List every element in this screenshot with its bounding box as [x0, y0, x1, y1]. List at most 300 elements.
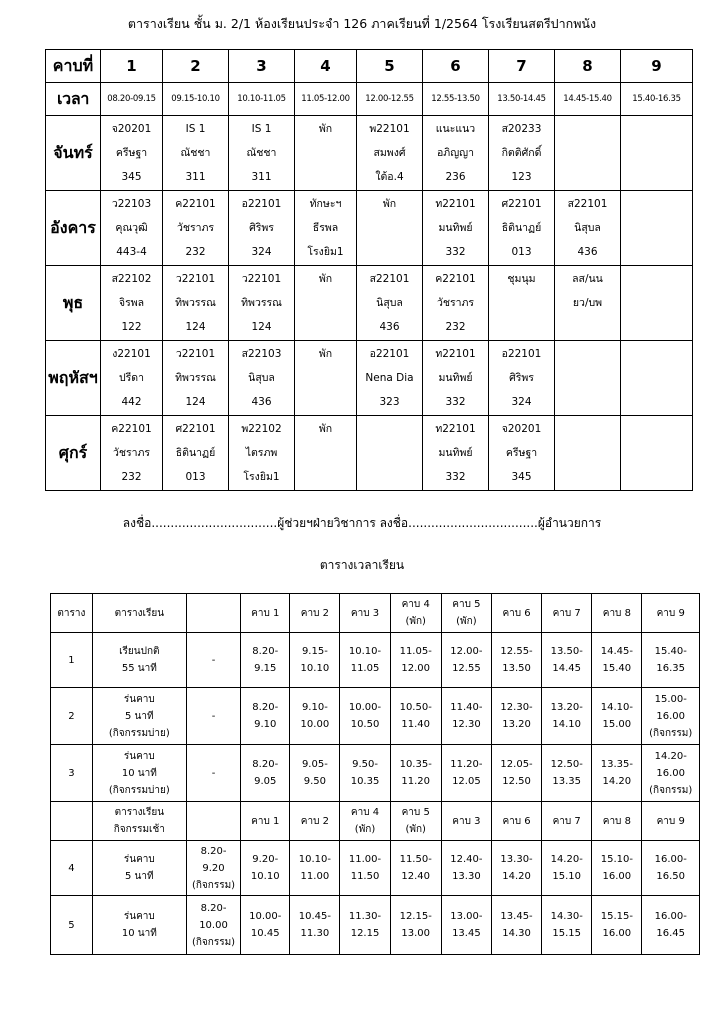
- cell-line: วัชราภร: [436, 297, 475, 309]
- cell-line: 13.35: [552, 776, 582, 787]
- cell-line: 13.00-: [450, 911, 483, 922]
- cell-line: [621, 465, 692, 489]
- schedule-cell: [163, 341, 229, 416]
- cell-line: ทิพวรรณ: [175, 372, 216, 384]
- cell-line: โรงยิม1: [243, 471, 280, 483]
- cell-line: 15.10: [552, 871, 582, 882]
- period-number: 7: [489, 50, 555, 83]
- time-cell: [592, 688, 642, 745]
- cell-line: 9.20: [202, 862, 225, 874]
- cell-line: [621, 240, 692, 264]
- cell-line: [295, 441, 356, 465]
- schedule-cell-content: [489, 342, 554, 414]
- day-name: พฤหัสฯ: [46, 341, 101, 416]
- cell-line: คาบ 1: [251, 815, 280, 827]
- cell-line: ทิพวรรณ: [241, 297, 282, 309]
- schedule-cell-content: [555, 417, 620, 489]
- time-cell: [642, 745, 700, 802]
- cell-line: 12.55: [452, 663, 481, 674]
- cell-line: 16.00: [656, 710, 686, 722]
- cell-line: 13.30-: [500, 854, 533, 865]
- cell-line: 436: [251, 396, 272, 408]
- cell-line: [555, 117, 620, 141]
- cell-line: 124: [185, 396, 206, 408]
- cell-line: ครีษฐา: [115, 147, 148, 159]
- schedule-cell: [229, 116, 295, 191]
- cell-line: [295, 465, 356, 489]
- schedule-cell: [101, 416, 163, 491]
- cell-line: ส20233: [501, 123, 542, 135]
- cell-line: ทิพวรรณ: [175, 297, 216, 309]
- cell-line: (กิจกรรม): [649, 727, 693, 739]
- time-cell: [340, 896, 390, 955]
- cell-line: 11.05-: [399, 646, 432, 657]
- cell-line: 332: [445, 471, 466, 483]
- cell-line: 10.00: [300, 719, 330, 730]
- cell-line: คุณวุฒิ: [115, 222, 148, 234]
- cell-line: ค22101: [111, 423, 152, 435]
- schedule-cell-content: [229, 342, 294, 414]
- cell-line: 14.20: [502, 871, 531, 882]
- cell-line: 14.20-: [550, 854, 583, 865]
- row-label: [92, 896, 186, 955]
- cell-line: กิจกรรมเช้า: [113, 824, 165, 835]
- cell-line: [357, 465, 422, 489]
- cell-line: [621, 441, 692, 465]
- schedule-cell: [295, 416, 357, 491]
- cell-line: 5 นาที: [125, 710, 154, 722]
- cell-line: ง22101: [112, 348, 151, 360]
- schedule-cell: [621, 191, 693, 266]
- cell-line: คาบ 9: [656, 607, 685, 619]
- timetable-header-cell: [241, 594, 290, 633]
- cell-line: นิสุบล: [376, 297, 403, 309]
- cell-line: ส22101: [567, 198, 608, 210]
- schedule-cell-content: [163, 417, 228, 489]
- cell-line: ส22103: [241, 348, 282, 360]
- cell-line: 15.40: [602, 663, 632, 674]
- cell-line: IS 1: [185, 123, 206, 135]
- cell-line: 15.00: [602, 719, 632, 730]
- schedule-cell-content: [621, 117, 692, 189]
- time-cell: [290, 841, 340, 896]
- schedule-cell-content: [101, 417, 162, 489]
- cell-line: 14.20-: [654, 750, 687, 762]
- time-cell: [592, 745, 642, 802]
- cell-line: [621, 390, 692, 414]
- cell-line: 15.15-: [600, 911, 633, 922]
- cell-line: [357, 417, 422, 441]
- cell-line: 12.05: [452, 776, 481, 787]
- cell-line: พัก: [382, 198, 397, 210]
- cell-line: [555, 315, 620, 339]
- cell-line: 13.35-: [600, 759, 633, 770]
- cell-line: ยว/บพ: [572, 297, 603, 309]
- cell-line: 9.50: [303, 776, 326, 787]
- time-cell: [390, 688, 441, 745]
- schedule-cell: [423, 266, 489, 341]
- cell-line: 11.20-: [450, 759, 483, 770]
- cell-line: แนะแนว: [435, 123, 476, 135]
- schedule-cell-content: [229, 192, 294, 264]
- timetable-header-cell: [542, 802, 592, 841]
- cell-line: 16.50: [656, 871, 686, 882]
- timetable-title: ตารางเวลาเรียน: [319, 558, 405, 572]
- cell-line: ลส/นน: [572, 273, 603, 285]
- cell-line: 10 นาที: [121, 767, 157, 779]
- cell-line: 9.50-: [352, 759, 378, 770]
- day-name: ศุกร์: [46, 416, 101, 491]
- schedule-cell: [101, 116, 163, 191]
- cell-line: 124: [251, 321, 272, 333]
- cell-line: ร่นคาบ: [123, 854, 155, 865]
- cell-line: พ22101: [369, 123, 410, 135]
- time-cell: [290, 633, 340, 688]
- time-cell: [441, 633, 491, 688]
- cell-line: [555, 417, 620, 441]
- cell-line: ณัชชา: [246, 147, 277, 159]
- day-row: [46, 416, 693, 491]
- cell-line: 124: [185, 321, 206, 333]
- schedule-cell-content: [357, 267, 422, 339]
- cell-line: 443-4: [116, 246, 147, 258]
- schedule-cell-content: [423, 417, 488, 489]
- cell-line: 12.00-: [450, 646, 483, 657]
- cell-line: IS 1: [251, 123, 272, 135]
- cell-line: [621, 141, 692, 165]
- time-cell: [441, 745, 491, 802]
- cell-line: 442: [121, 396, 142, 408]
- cell-line: [295, 366, 356, 390]
- cell-line: [295, 291, 356, 315]
- cell-line: 9.05-: [301, 759, 328, 770]
- cell-line: ว22101: [175, 348, 216, 360]
- row-number: 2: [51, 688, 93, 745]
- cell-line: ค22101: [175, 198, 216, 210]
- period-number: 5: [357, 50, 423, 83]
- period-number: 3: [229, 50, 295, 83]
- cell-line: [295, 165, 356, 189]
- cell-line: คาบ 8: [602, 607, 631, 619]
- cell-line: 10.45: [250, 928, 280, 939]
- cell-line: [555, 366, 620, 390]
- timetable-row: [51, 688, 700, 745]
- cell-line: พ22102: [241, 423, 282, 435]
- schedule-cell: [555, 266, 621, 341]
- cell-line: -: [211, 767, 216, 779]
- time-cell: [542, 745, 592, 802]
- cell-line: คาบ 5: [452, 599, 481, 610]
- cell-line: 11.00: [300, 871, 330, 882]
- time-cell: [441, 688, 491, 745]
- cell-line: คาบ 4: [401, 599, 430, 610]
- cell-line: 8.20-: [252, 646, 279, 657]
- timetable-header-cell: [592, 802, 642, 841]
- cell-line: 11.30-: [348, 911, 382, 922]
- cell-line: [555, 342, 620, 366]
- cell-line: (พัก): [354, 824, 376, 835]
- row-number: 5: [51, 896, 93, 955]
- cell-line: [621, 342, 692, 366]
- cell-line: 11.50-: [399, 854, 432, 865]
- schedule-cell: [163, 116, 229, 191]
- period-time: 15.40-16.35: [621, 83, 693, 116]
- cell-line: 16.00: [602, 871, 632, 882]
- row-number: 1: [51, 633, 93, 688]
- cell-line: คาบ 6: [502, 815, 531, 827]
- schedule-cell: [555, 116, 621, 191]
- schedule-cell-content: [489, 417, 554, 489]
- cell-line: ศิริพร: [249, 222, 274, 234]
- schedule-cell: [295, 116, 357, 191]
- timetable-row: [51, 745, 700, 802]
- cell-line: [621, 366, 692, 390]
- period-number: 8: [555, 50, 621, 83]
- cell-line: [357, 240, 422, 264]
- schedule-cell-content: [555, 117, 620, 189]
- cell-line: 16.45: [656, 928, 686, 939]
- cell-line: 10.00: [199, 919, 228, 931]
- timetable-header-cell: [340, 802, 390, 841]
- cell-line: -: [211, 654, 216, 666]
- schedule-cell-content: [423, 117, 488, 189]
- time-cell: [290, 896, 340, 955]
- schedule-cell-content: [555, 267, 620, 339]
- cell-line: 10.00-: [249, 911, 282, 922]
- period-header-row: [46, 50, 693, 83]
- schedule-cell-content: [101, 267, 162, 339]
- cell-line: ศ22101: [501, 198, 542, 210]
- schedule-cell: [295, 191, 357, 266]
- cell-line: [295, 141, 356, 165]
- cell-line: คาบ 8: [602, 815, 631, 827]
- schedule-cell-content: [555, 192, 620, 264]
- time-cell: [241, 745, 290, 802]
- cell-line: 16.00: [602, 928, 632, 939]
- time-cell: [491, 688, 541, 745]
- time-cell: [241, 841, 290, 896]
- time-cell: [542, 688, 592, 745]
- cell-line: ท22101: [435, 423, 476, 435]
- period-time: 12.55-13.50: [423, 83, 489, 116]
- time-cell: [642, 633, 700, 688]
- schedule-cell-content: [357, 417, 422, 489]
- cell-line: 9.15-: [301, 646, 328, 657]
- cell-line: 232: [121, 471, 142, 483]
- cell-line: คาบ 4: [350, 807, 380, 818]
- schedule-cell-content: [101, 117, 162, 189]
- cell-line: 9.20-: [252, 854, 279, 865]
- schedule-cell-content: [229, 117, 294, 189]
- schedule-cell-content: [621, 192, 692, 264]
- cell-line: 332: [445, 246, 466, 258]
- cell-line: 324: [251, 246, 272, 258]
- schedule-cell: [489, 266, 555, 341]
- time-cell: [642, 688, 700, 745]
- blank-cell: [51, 802, 93, 841]
- cell-line: 15.00-: [654, 693, 687, 705]
- schedule-cell-content: [295, 192, 356, 264]
- cell-line: 10.35-: [399, 759, 432, 770]
- cell-line: พัก: [318, 273, 333, 285]
- timetable-header-cell: [241, 802, 290, 841]
- schedule-cell: [229, 266, 295, 341]
- schedule-cell: [229, 416, 295, 491]
- cell-line: ส22101: [369, 273, 410, 285]
- cell-line: -: [211, 710, 216, 722]
- cell-line: 13.20: [502, 719, 531, 730]
- timetable-header-cell: [186, 802, 240, 841]
- cell-line: 10.00-: [348, 702, 382, 713]
- timetable-header-cell: [642, 594, 700, 633]
- row-label: [92, 841, 186, 896]
- schedule-cell-content: [163, 192, 228, 264]
- cell-line: 236: [445, 171, 466, 183]
- cell-line: [357, 441, 422, 465]
- cell-line: ปรีดา: [118, 372, 145, 384]
- cell-line: มนทิพย์: [438, 447, 473, 459]
- cell-line: อภิญญา: [436, 147, 475, 159]
- cell-line: ว22101: [175, 273, 216, 285]
- time-cell: [390, 745, 441, 802]
- cell-line: 8.20-: [200, 902, 227, 914]
- cell-line: คาบ 5: [401, 807, 430, 818]
- cell-line: 324: [511, 396, 532, 408]
- schedule-cell-content: [489, 267, 554, 339]
- cell-line: 16.00-: [654, 911, 687, 922]
- cell-line: 013: [185, 471, 206, 483]
- time-cell: [642, 896, 700, 955]
- time-cell: [241, 896, 290, 955]
- cell-line: 323: [379, 396, 400, 408]
- timetable-header-cell: [92, 802, 186, 841]
- cell-line: 11.40: [401, 719, 431, 730]
- row-label: [92, 688, 186, 745]
- row-extra: [186, 745, 240, 802]
- cell-line: 10.50-: [399, 702, 432, 713]
- cell-line: ส22102: [111, 273, 152, 285]
- time-cell: [441, 841, 491, 896]
- cell-line: 8.20-: [252, 759, 279, 770]
- period-time: 09.15-10.10: [163, 83, 229, 116]
- time-cell: [340, 841, 390, 896]
- schedule-cell-content: [555, 342, 620, 414]
- period-time: 12.00-12.55: [357, 83, 423, 116]
- schedule-cell: [555, 341, 621, 416]
- page-title: ตารางเรียน ชั้น ม. 2/1 ห้องเรียนประจำ 126 ภาคเรียนที่ 1/2564 โรงเรียนสตรีปากพนัง: [127, 16, 597, 31]
- cell-line: 436: [379, 321, 400, 333]
- time-cell: [542, 841, 592, 896]
- cell-line: 11.05: [350, 663, 380, 674]
- cell-line: (พัก): [456, 616, 477, 627]
- cell-line: 10.10: [300, 663, 330, 674]
- schedule-cell-content: [621, 342, 692, 414]
- time-cell: [340, 688, 390, 745]
- cell-line: 10.45-: [298, 911, 331, 922]
- period-number: 4: [295, 50, 357, 83]
- cell-line: คาบ 6: [502, 607, 531, 619]
- timetable-header-cell: [186, 594, 240, 633]
- time-cell: [241, 633, 290, 688]
- schedule-cell-content: [229, 267, 294, 339]
- schedule-cell: [423, 116, 489, 191]
- schedule-cell-content: [423, 342, 488, 414]
- cell-line: 14.20: [602, 776, 632, 787]
- schedule-cell: [621, 341, 693, 416]
- schedule-cell: [163, 266, 229, 341]
- cell-line: พัก: [318, 348, 333, 360]
- schedule-cell: [357, 191, 423, 266]
- cell-line: 8.20-: [200, 845, 227, 857]
- day-row: [46, 191, 693, 266]
- cell-line: 10.35: [350, 776, 380, 787]
- cell-line: 13.00: [401, 928, 431, 939]
- time-cell: [290, 745, 340, 802]
- time-cell: [390, 841, 441, 896]
- cell-line: 14.10-: [600, 702, 633, 713]
- cell-line: จิรพล: [118, 297, 145, 309]
- cell-line: 15.40-: [654, 646, 687, 657]
- cell-line: 12.15-: [399, 911, 432, 922]
- cell-line: 12.00: [401, 663, 431, 674]
- cell-line: คาบ 9: [656, 815, 685, 827]
- cell-line: [295, 315, 356, 339]
- cell-line: ทักษะฯ: [309, 198, 342, 210]
- schedule-cell: [163, 191, 229, 266]
- cell-line: 11.30: [300, 928, 330, 939]
- cell-line: คาบ 2: [300, 815, 329, 827]
- cell-line: 12.30: [452, 719, 481, 730]
- schedule-cell-content: [163, 267, 228, 339]
- schedule-cell-content: [295, 342, 356, 414]
- cell-line: 8.20-: [252, 702, 279, 713]
- cell-line: 345: [511, 471, 532, 483]
- cell-line: นิสุบล: [574, 222, 601, 234]
- cell-line: ร่นคาบ: [123, 750, 155, 762]
- cell-line: 14.45-: [600, 646, 633, 657]
- cell-line: อ22101: [501, 348, 542, 360]
- cell-line: คาบ 3: [350, 607, 380, 619]
- cell-line: คาบ 2: [300, 607, 329, 619]
- cell-line: [621, 315, 692, 339]
- cell-line: 16.35: [656, 663, 686, 674]
- cell-line: 12.40: [401, 871, 431, 882]
- cell-line: [621, 192, 692, 216]
- timetable-header-row: [51, 594, 700, 633]
- time-cell: [542, 633, 592, 688]
- schedule-cell: [555, 191, 621, 266]
- time-cell: [441, 896, 491, 955]
- timetable-header-cell: [390, 802, 441, 841]
- schedule-cell-content: [423, 267, 488, 339]
- time-cell: [491, 841, 541, 896]
- time-cell: [592, 841, 642, 896]
- cell-line: ร่นคาบ: [123, 693, 155, 705]
- timetable-header-row: [51, 802, 700, 841]
- cell-line: ศิริพร: [509, 372, 534, 384]
- timetable-header-cell: [542, 594, 592, 633]
- period-label: คาบที่: [46, 50, 101, 83]
- timetable-row: [51, 633, 700, 688]
- cell-line: คาบ 3: [452, 815, 481, 827]
- schedule-cell-content: [163, 342, 228, 414]
- cell-line: ว22101: [241, 273, 282, 285]
- cell-line: 11.40-: [450, 702, 483, 713]
- cell-line: [295, 390, 356, 414]
- time-cell: [642, 841, 700, 896]
- cell-line: 10.10-: [298, 854, 331, 865]
- row-extra: [186, 896, 240, 955]
